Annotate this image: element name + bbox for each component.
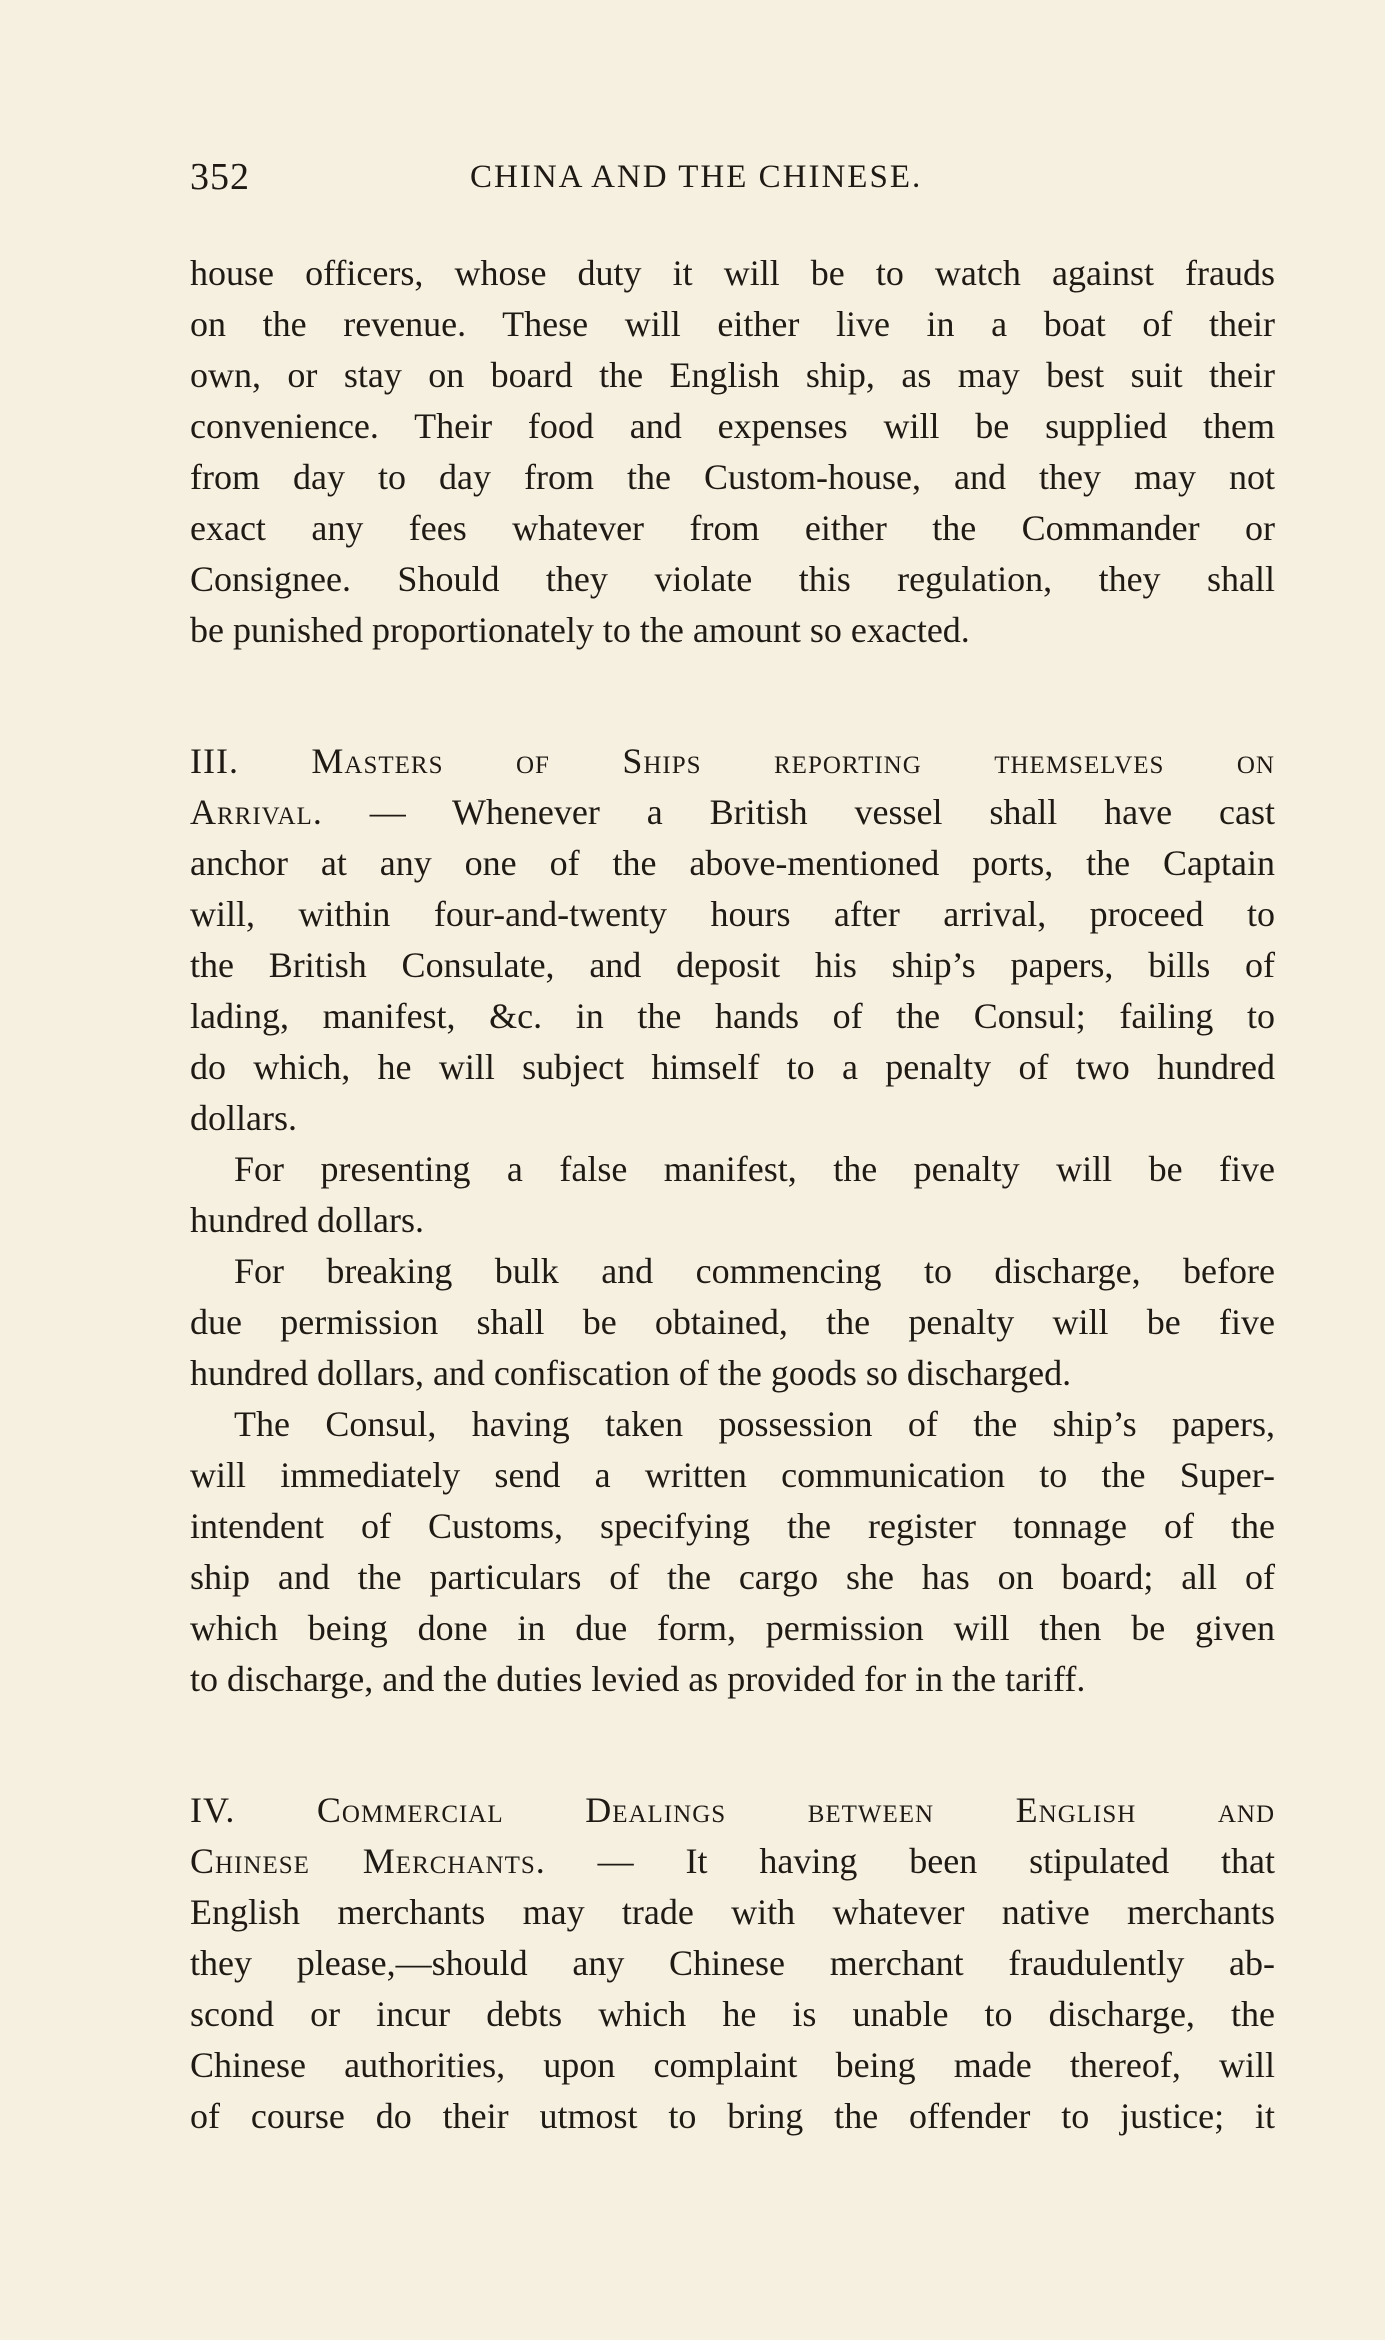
text-line: do which, he will subject himself to a penalty of two hundred <box>190 1047 1275 1087</box>
text-line: dollars. <box>190 1098 297 1138</box>
text-line: For presenting a false manifest, the penalty will be five <box>234 1149 1275 1189</box>
text-line: anchor at any one of the above-mentioned ports, the Captain <box>190 843 1275 883</box>
section-gap <box>190 1705 1275 1785</box>
text-line: of course do their utmost to bring the offender to justice; it <box>190 2096 1275 2136</box>
text-line: Consignee. Should they violate this regulation, they shall <box>190 559 1275 599</box>
text-line: own, or stay on board the English ship, as may best suit their <box>190 355 1275 395</box>
section-heading: III. Masters of Ships reporting themselves on <box>190 741 1275 781</box>
section-heading-tail: Chinese Merchants. <box>190 1841 546 1881</box>
page-number: 352 <box>190 156 250 198</box>
text-fragment: — It having been stipulated that <box>545 1841 1276 1881</box>
text-line: scond or incur debts which he is unable to discharge, the <box>190 1994 1275 2034</box>
text-fragment: — Whenever a British vessel shall have cast <box>322 792 1275 832</box>
section-gap <box>190 656 1275 736</box>
body-text <box>190 248 1275 2142</box>
text-line: hundred dollars, and confiscation of the goods so discharged. <box>190 1353 1072 1393</box>
running-head: CHINA AND THE CHINESE. <box>470 159 923 195</box>
text-line: For breaking bulk and commencing to discharge, before <box>234 1251 1275 1291</box>
text-line: the British Consulate, and deposit his ship’s papers, bills of <box>190 945 1275 985</box>
text-line: house officers, whose duty it will be to watch against frauds <box>190 253 1275 293</box>
section-iv <box>190 1785 1275 2142</box>
section-heading: IV. Commercial Dealings between English and <box>190 1790 1275 1830</box>
page-header <box>190 155 1280 205</box>
section-heading-continued <box>190 1836 1275 1887</box>
text-line: will immediately send a written communication to the Super- <box>190 1455 1275 1495</box>
text-line: which being done in due form, permission will then be given <box>190 1608 1275 1648</box>
text-line: from day to day from the Custom-house, and they may not <box>190 457 1275 497</box>
text-line: exact any fees whatever from either the Commander or <box>190 508 1275 548</box>
text-line: on the revenue. These will either live in a boat of their <box>190 304 1275 344</box>
section-iii <box>190 736 1275 1705</box>
text-line: intendent of Customs, specifying the register tonnage of the <box>190 1506 1275 1546</box>
text-line: will, within four-and-twenty hours after arrival, proceed to <box>190 894 1275 934</box>
text-line: to discharge, and the duties levied as provided for in the tariff. <box>190 1659 1086 1699</box>
text-line: hundred dollars. <box>190 1200 424 1240</box>
text-line: English merchants may trade with whatever native merchants <box>190 1892 1275 1932</box>
text-line: they please,—should any Chinese merchant fraudulently ab- <box>190 1943 1275 1983</box>
text-line: ship and the particulars of the cargo she has on board; all of <box>190 1557 1275 1597</box>
text-line: convenience. Their food and expenses will be supplied them <box>190 406 1275 446</box>
text-line: Chinese authorities, upon complaint being made thereof, will <box>190 2045 1275 2085</box>
section-heading-tail: Arrival. <box>190 792 323 832</box>
section-heading-continued <box>190 787 1275 838</box>
text-line: be punished proportionately to the amount so exacted. <box>190 610 970 650</box>
text-line: due permission shall be obtained, the penalty will be five <box>190 1302 1275 1342</box>
text-line: lading, manifest, &c. in the hands of the Consul; failing to <box>190 996 1275 1036</box>
paragraph-continuation <box>190 248 1275 656</box>
text-line: The Consul, having taken possession of the ship’s papers, <box>234 1404 1275 1444</box>
